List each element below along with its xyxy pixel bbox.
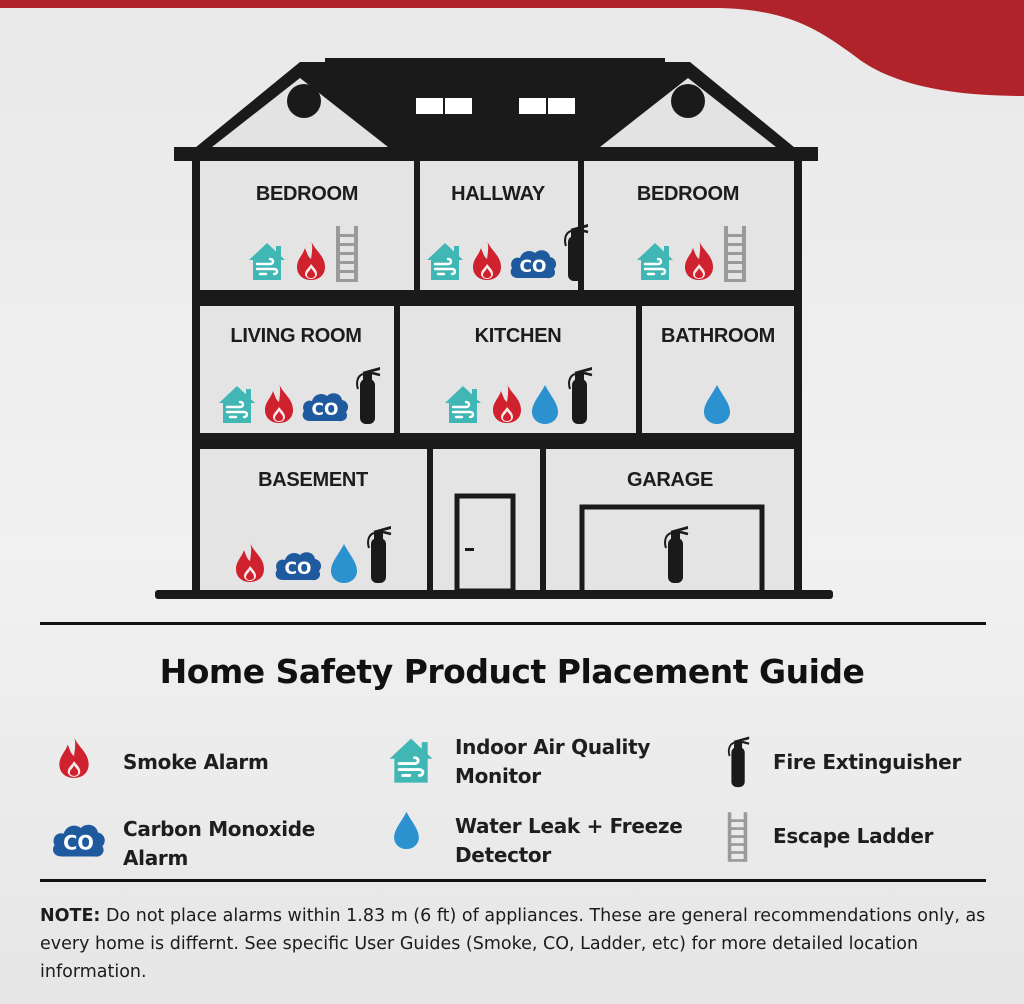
legend-co-label-2: Alarm [123,846,189,870]
legend-ladder-label: Escape Ladder [773,824,934,848]
ladder-icon [726,812,749,862]
water-drop-icon-holder [530,383,560,425]
water-drop-icon-holder [329,542,359,584]
right-gable-window [671,84,705,118]
flame-icon [233,540,267,584]
water-drop-icon [702,383,732,425]
house-air-icon [386,735,436,785]
extinguisher-icon [566,363,594,425]
flame-icon-holder [233,540,267,584]
legend-air-label-1: Indoor Air Quality [455,735,651,759]
extinguisher-icon [726,733,751,788]
svg-text:CO: CO [311,400,339,420]
flame-icon [470,238,504,282]
water-drop-icon-holder [702,383,732,425]
co-cloud-icon [50,820,107,861]
ladder-icon [722,226,748,282]
house-air-icon-holder [442,383,484,425]
flame-icon [56,734,92,780]
note-text: Do not place alarms within 1.83 m (6 ft) of appliances. These are general recommendations only, as every home is differnt. See specific User Guides (Smoke, CO, Ladder, etc) for more detailed location information. [40,906,986,982]
co-cloud-icon-holder [273,548,323,584]
house-air-icon [442,383,484,425]
legend-co-icon-slot [50,820,107,861]
ladder-icon-holder [722,226,748,282]
house-air-icon-holder [634,240,676,282]
room-label-hallway: HALLWAY [451,183,545,205]
legend-smoke [123,748,269,777]
legend-extinguisher [773,748,961,777]
flame-icon-holder [294,238,328,282]
extinguisher-icon-holder [562,220,590,282]
flame-icon [682,238,716,282]
house-air-icon-holder [216,383,258,425]
ladder-icon [334,226,360,282]
note [40,902,1000,986]
divider-bottom [40,879,986,882]
house-air-icon [424,240,466,282]
legend-air [455,733,650,791]
house-air-icon [634,240,676,282]
co-cloud-icon [273,548,323,584]
co-cloud-icon-holder [300,389,350,425]
legend-water-icon-slot [392,810,421,850]
flame-icon-holder [262,381,296,425]
flame-icon [262,381,296,425]
note-label: NOTE: [40,906,101,926]
room-label-living-room: LIVING ROOM [230,325,362,347]
house-air-icon [246,240,288,282]
legend-co-label-1: Carbon Monoxide [123,817,316,841]
extinguisher-icon-holder [662,522,690,584]
room-label-bathroom: BATHROOM [661,325,775,347]
flame-icon [490,381,524,425]
legend-water-label-2: Detector [455,843,551,867]
svg-text:CO: CO [63,831,94,855]
legend-water-label-1: Water Leak + Freeze [455,814,683,838]
page-title: Home Safety Product Placement Guide [159,652,865,691]
house-air-icon-holder [246,240,288,282]
water-drop-icon [392,810,421,850]
flame-icon [294,238,328,282]
divider-top [40,622,986,625]
extinguisher-icon [354,363,382,425]
extinguisher-icon [562,220,590,282]
flame-icon-holder [470,238,504,282]
legend-extinguisher-icon-slot [726,733,751,788]
co-cloud-icon [508,246,558,282]
water-drop-icon [530,383,560,425]
svg-text:CO: CO [519,257,547,277]
co-cloud-icon [300,389,350,425]
flame-icon-holder [490,381,524,425]
flame-icon-holder [682,238,716,282]
legend-water [455,812,682,870]
room-label-garage: GARAGE [627,469,713,491]
room-label-basement: BASEMENT [258,469,368,491]
legend-smoke-label: Smoke Alarm [123,750,269,774]
extinguisher-icon-holder [365,522,393,584]
legend-air-icon-slot [386,735,436,785]
house-air-icon-holder [424,240,466,282]
room-label-bedroom-right: BEDROOM [636,183,740,205]
eave [174,147,818,161]
legend-ladder [773,822,933,851]
roof [174,58,818,161]
legend-co [123,815,315,873]
legend-ladder-icon-slot [726,812,749,862]
extinguisher-icon [365,522,393,584]
co-cloud-icon-holder [508,246,558,282]
room-label-kitchen: KITCHEN [474,325,562,347]
svg-text:CO: CO [284,559,312,579]
extinguisher-icon [662,522,690,584]
legend-air-label-2: Monitor [455,764,541,788]
legend-smoke-icon-slot [56,734,92,780]
ladder-icon-holder [334,226,360,282]
extinguisher-icon-holder [566,363,594,425]
water-drop-icon [329,542,359,584]
room-label-bedroom-left: BEDROOM [255,183,359,205]
house-air-icon [216,383,258,425]
left-gable-window [287,84,321,118]
extinguisher-icon-holder [354,363,382,425]
legend-extinguisher-label: Fire Extinguisher [773,750,962,774]
